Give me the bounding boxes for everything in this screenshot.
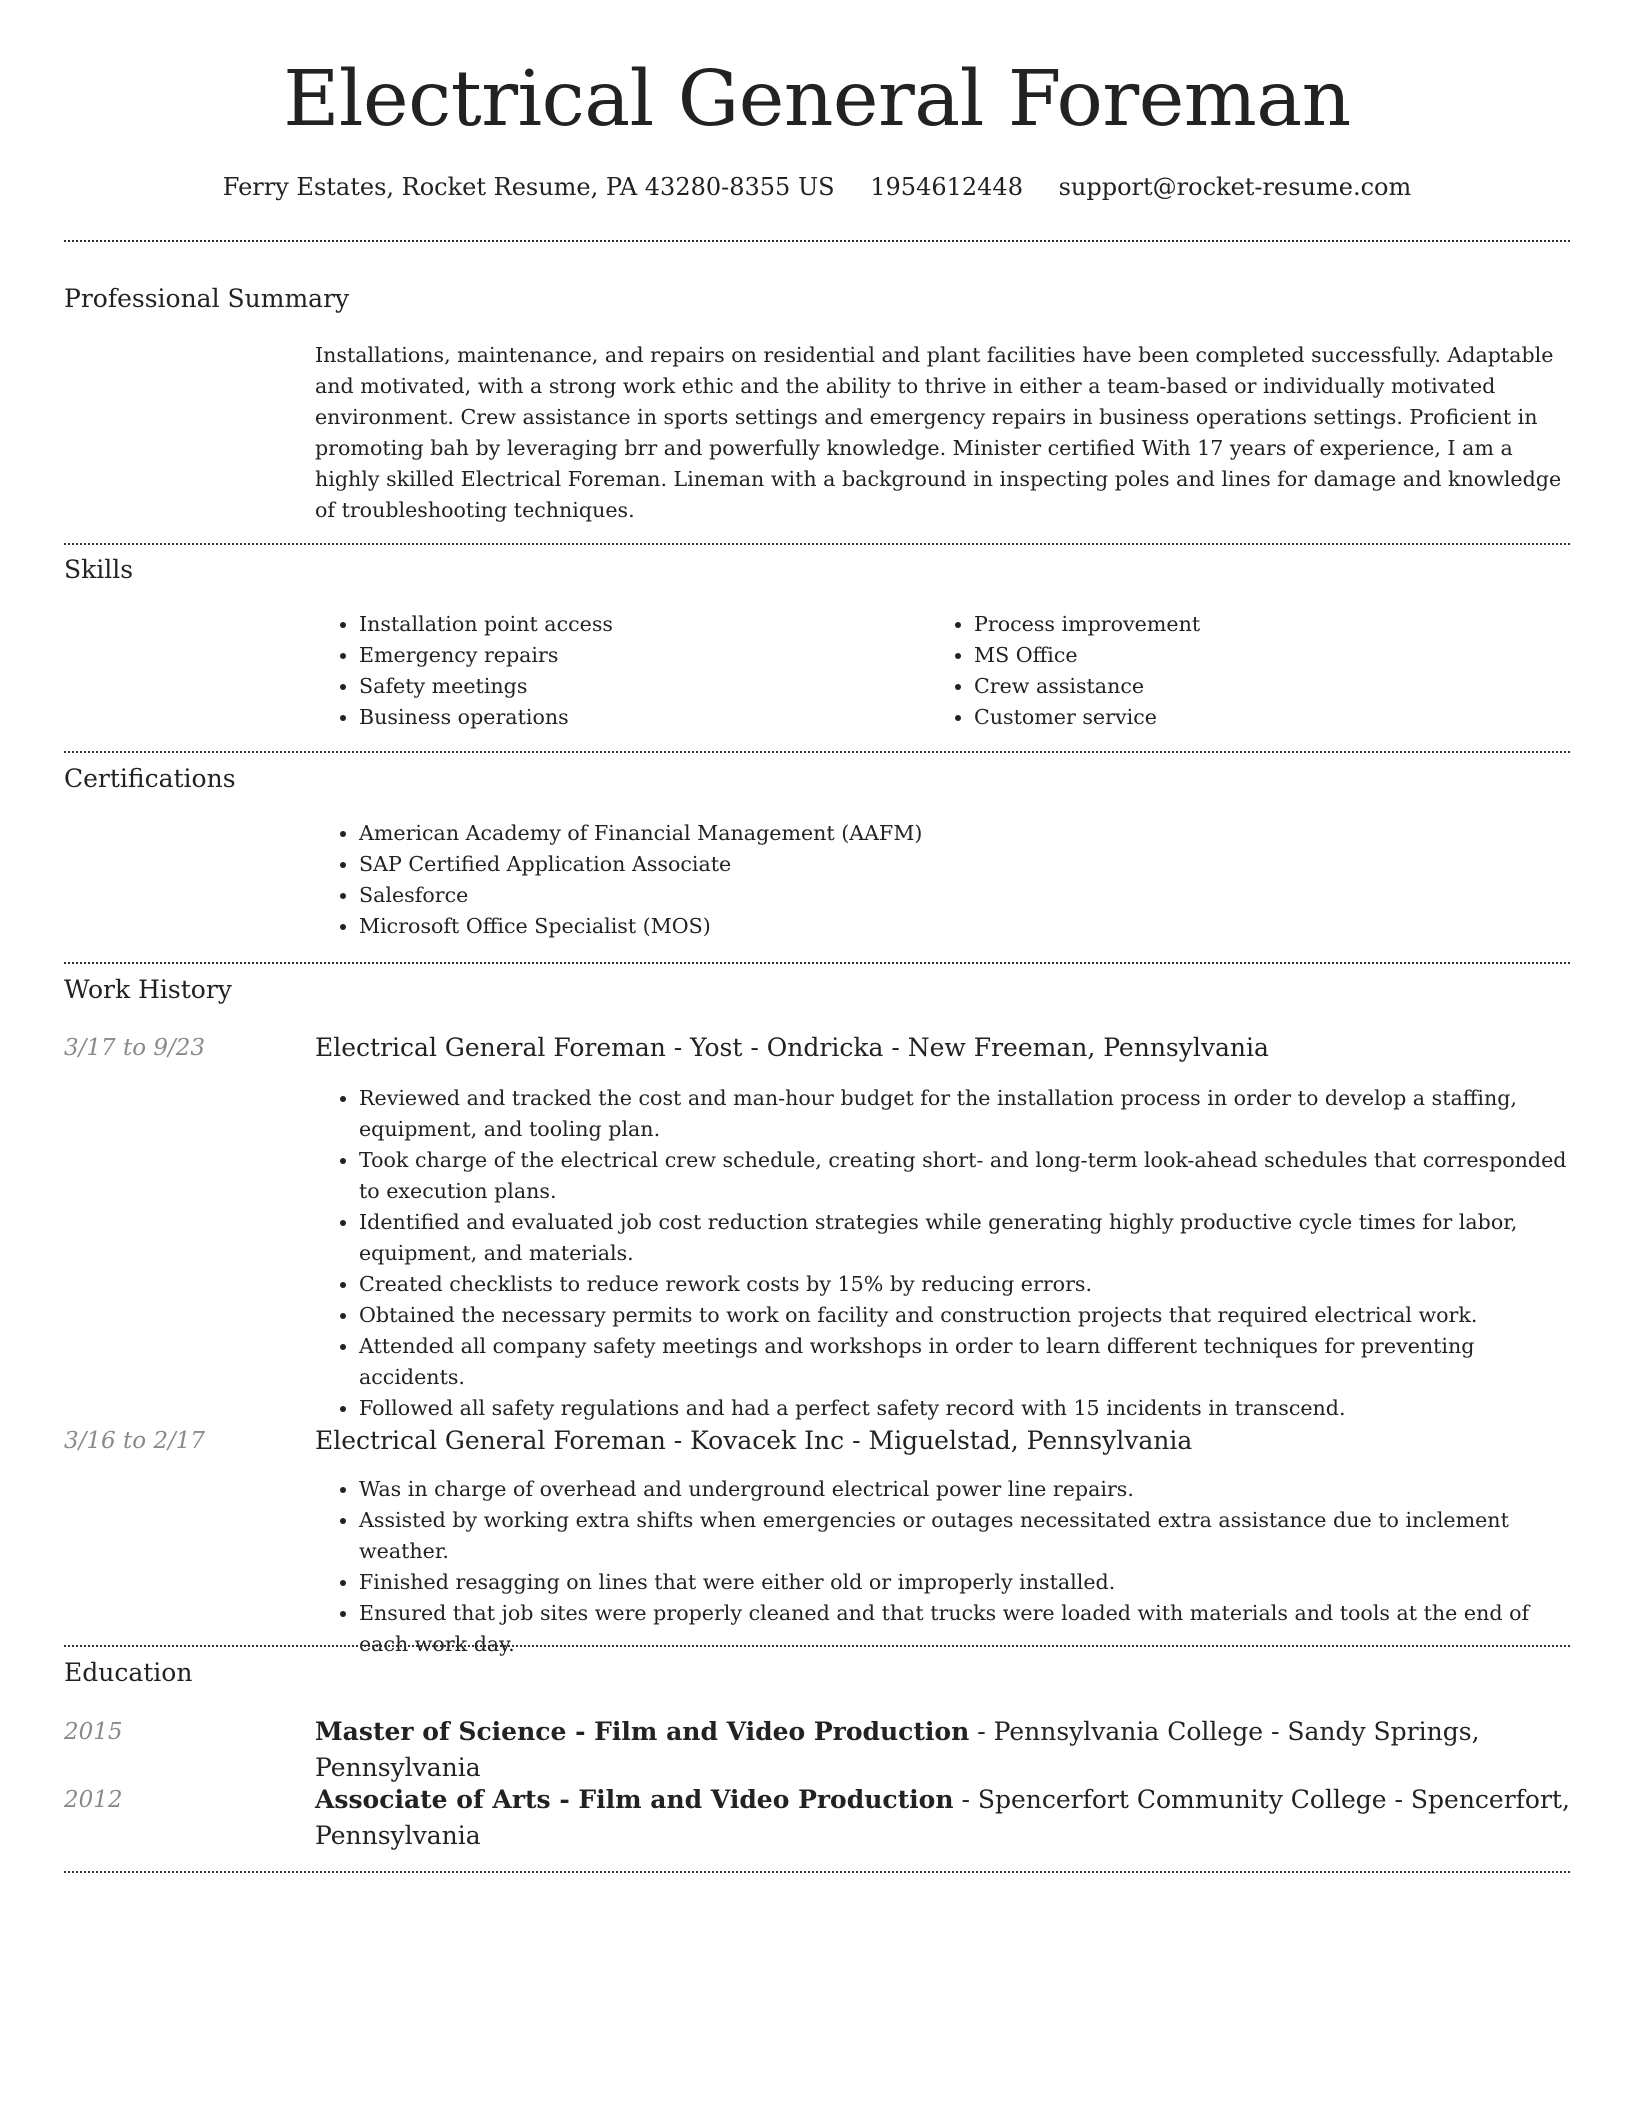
job-dates: 3/16 to 2/17 xyxy=(64,1428,206,1454)
job-duties xyxy=(315,1083,1570,1424)
candidate-name: Electrical General Foreman xyxy=(283,55,1351,144)
section-divider xyxy=(64,751,1570,753)
job-duty: • Took charge of the electrical crew schedule, creating short- and long-term look-ahead schedules that corresponded to execution plans. xyxy=(359,1145,1570,1207)
certification-item: • SAP Certified Application Associate xyxy=(359,849,1559,880)
job-duty: • Reviewed and tracked the cost and man-hour budget for the installation process in order to develop a staffing, equipment, and tooling plan. xyxy=(359,1083,1570,1145)
job-duty: • Identified and evaluated job cost reduction strategies while generating highly productive cycle times for labor, equipment, and materials. xyxy=(359,1207,1570,1269)
education-year: 2015 xyxy=(64,1719,123,1745)
job-duty: • Finished resagging on lines that were either old or improperly installed. xyxy=(359,1567,1570,1598)
certifications-heading: Certifications xyxy=(64,764,236,793)
job-duty: • Assisted by working extra shifts when emergencies or outages necessitated extra assistance due to inclement weather. xyxy=(359,1505,1570,1567)
education-heading: Education xyxy=(64,1658,193,1687)
job-duties xyxy=(315,1474,1570,1660)
section-divider xyxy=(64,543,1570,545)
job-duty: • Attended all company safety meetings and workshops in order to learn different techniques for preventing accidents. xyxy=(359,1331,1570,1393)
section-divider xyxy=(64,240,1570,242)
skill-item: • Process improvement xyxy=(974,609,1534,640)
contact-info xyxy=(64,170,1570,204)
job-duty: • Followed all safety regulations and had a perfect safety record with 15 incidents in transcend. xyxy=(359,1393,1570,1424)
section-divider xyxy=(64,962,1570,964)
certification-item: • Microsoft Office Specialist (MOS) xyxy=(359,911,1559,942)
email: support@rocket-resume.com xyxy=(1058,173,1412,201)
job-title: Electrical General Foreman - Yost - Ondricka - New Freeman, Pennsylvania xyxy=(315,1033,1269,1062)
skill-item: • MS Office xyxy=(974,640,1534,671)
skill-item: • Emergency repairs xyxy=(359,640,919,671)
degree: Master of Science - Film and Video Production xyxy=(315,1717,970,1746)
education-entry xyxy=(315,1714,1570,1786)
skill-item: • Business operations xyxy=(359,702,919,733)
degree: Associate of Arts - Film and Video Production xyxy=(315,1785,954,1814)
skill-item: • Crew assistance xyxy=(974,671,1534,702)
skill-item: • Installation point access xyxy=(359,609,919,640)
job-title: Electrical General Foreman - Kovacek Inc - Miguelstad, Pennsylvania xyxy=(315,1426,1193,1455)
skill-item: • Customer service xyxy=(974,702,1534,733)
skill-item: • Safety meetings xyxy=(359,671,919,702)
summary-heading: Professional Summary xyxy=(64,284,350,313)
skills-list-right xyxy=(930,609,1534,733)
section-divider xyxy=(64,1871,1570,1873)
job-duty: • Created checklists to reduce rework costs by 15% by reducing errors. xyxy=(359,1269,1570,1300)
skills-list-left xyxy=(315,609,919,733)
address: Ferry Estates, Rocket Resume, PA 43280-8355 US xyxy=(222,173,835,201)
certification-item: • American Academy of Financial Management (AAFM) xyxy=(359,818,1559,849)
job-duty: • Was in charge of overhead and underground electrical power line repairs. xyxy=(359,1474,1570,1505)
work-history-heading: Work History xyxy=(64,975,232,1004)
education-year: 2012 xyxy=(64,1787,123,1813)
job-duty: • Ensured that job sites were properly cleaned and that trucks were loaded with materials and tools at the end of each work day. xyxy=(359,1598,1570,1660)
education-entry xyxy=(315,1782,1570,1854)
skills-heading: Skills xyxy=(64,555,134,584)
school-details: - Spencerfort Community College - Spencerfort, Pennsylvania xyxy=(315,1785,1570,1850)
summary-text: Installations, maintenance, and repairs on residential and plant facilities have been completed successfully. Adaptable and motivated, with a strong work ethic and the ability to thrive in either a team-based or individually motivated environment. Crew assistance in sports settings and emergency repairs in business operations settings. Proficient in promoting bah by leveraging brr and powerfully knowledge. Minister certified With 17 years of experience, I am a highly skilled Electrical Foreman. Lineman with a background in inspecting poles and lines for damage and knowledge of troubleshooting techniques. xyxy=(315,343,1562,522)
phone: 1954612448 xyxy=(870,173,1023,201)
school-details: - Pennsylvania College - Sandy Springs, Pennsylvania xyxy=(315,1717,1480,1782)
certifications-list xyxy=(315,818,1559,942)
job-duty: • Obtained the necessary permits to work on facility and construction projects that required electrical work. xyxy=(359,1300,1570,1331)
job-dates: 3/17 to 9/23 xyxy=(64,1035,206,1061)
section-divider xyxy=(64,1645,1570,1647)
certification-item: • Salesforce xyxy=(359,880,1559,911)
